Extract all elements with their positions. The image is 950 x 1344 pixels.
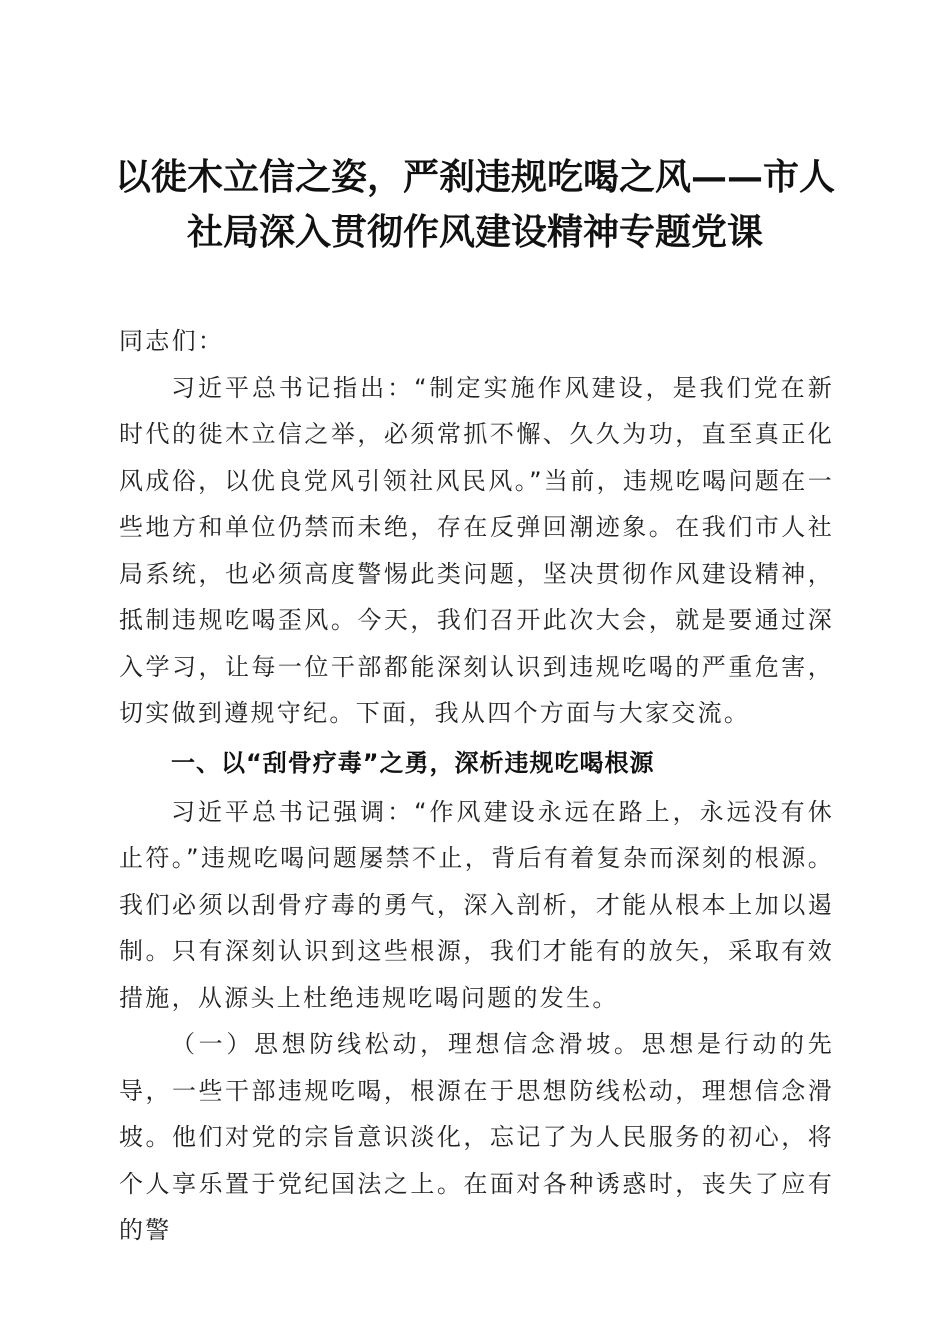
document-title — [100, 150, 850, 260]
paragraph-subsection-1: （一）思想防线松动，理想信念滑坡。思想是行动的先导，一些干部违规吃喝，根源在于思想防线松动，理想信念滑坡。他们对党的宗旨意识淡化，忘记了为人民服务的初心，将个人享乐置于党纪国法之上。在面对各种诱惑时，丧失了应有的警 — [119, 1030, 834, 1244]
paragraph-intro: 习近平总书记指出：“制定实施作风建设，是我们党在新时代的徙木立信之举，必须常抓不懈、久久为功，直至真正化风成俗，以优良党风引领社风民风。”当前，违规吃喝问题在一些地方和单位仍禁而未绝，存在反弹回潮迹象。在我们市人社局系统，也必须高度警惕此类问题，坚决贯彻作风建设精神，抵制违规吃喝歪风。今天，我们召开此次大会，就是要通过深入学习，让每一位干部都能深刻认识到违规吃喝的严重危害，切实做到遵规守纪。下面，我从四个方面与大家交流。 — [119, 373, 834, 727]
section-heading-1: 一、以“刮骨疗毒”之勇，深析违规吃喝根源 — [171, 748, 655, 777]
document-body — [119, 318, 834, 1254]
salutation: 同志们： — [119, 327, 225, 355]
title-line-1: 以徙木立信之姿，严刹违规吃喝之风——市人 — [114, 156, 835, 198]
title-line-2: 社局深入贯彻作风建设精神专题党课 — [186, 211, 763, 253]
paragraph-section-1: 习近平总书记强调：“作风建设永远在路上，永远没有休止符。”违规吃喝问题屡禁不止，背后有着复杂而深刻的根源。我们必须以刮骨疗毒的勇气，深入剖析，才能从根本上加以遏制。只有深刻认识到这些根源，我们才能有的放矢，采取有效措施，从源头上杜绝违规吃喝问题的发生。 — [119, 797, 834, 1012]
